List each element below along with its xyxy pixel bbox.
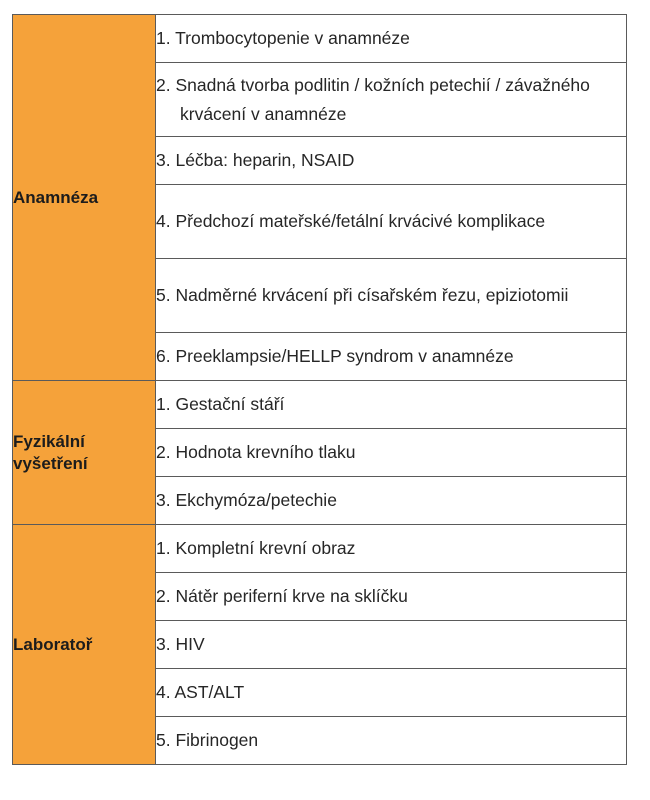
item-cell [156, 669, 627, 717]
category-cell-anamneza [13, 15, 156, 381]
item-cell [156, 333, 627, 381]
table-row [13, 15, 627, 63]
category-label: Laboratoř [13, 634, 93, 654]
item-text: 1. Gestační stáří [156, 394, 285, 414]
item-cell [156, 185, 627, 259]
item-text: 5. Nadměrné krvácení při císařském řezu, epiziotomii [156, 285, 569, 305]
item-text: 4. Předchozí mateřské/fetální krvácivé komplikace [156, 211, 546, 231]
table-row [13, 381, 627, 429]
item-text: 1. Trombocytopenie v anamnéze [156, 28, 410, 48]
item-cell [156, 381, 627, 429]
item-text: 1. Kompletní krevní obraz [156, 538, 356, 558]
item-cell [156, 259, 627, 333]
category-cell-fyzikalni-vysetreni [13, 381, 156, 525]
item-cell [156, 621, 627, 669]
category-label: Anamnéza [13, 187, 99, 207]
item-text: 2. Snadná tvorba podlitin / kožních petechií / závažného krvácení v anamnéze [156, 74, 590, 124]
item-text: 4. AST/ALT [156, 682, 245, 702]
item-text: 6. Preeklampsie/HELLP syndrom v anamnéze [156, 346, 514, 366]
item-cell [156, 477, 627, 525]
item-text: 2. Nátěr periferní krve na sklíčku [156, 586, 408, 606]
item-cell [156, 15, 627, 63]
item-text: 3. Léčba: heparin, NSAID [156, 150, 355, 170]
item-cell [156, 573, 627, 621]
item-text: 5. Fibrinogen [156, 730, 259, 750]
category-label: Fyzikální vyšetření [13, 431, 88, 473]
item-text: 3. Ekchymóza/petechie [156, 490, 337, 510]
item-text: 2. Hodnota krevního tlaku [156, 442, 356, 462]
item-cell [156, 717, 627, 765]
item-cell [156, 429, 627, 477]
item-cell [156, 137, 627, 185]
item-text: 3. HIV [156, 634, 205, 654]
table-row [13, 525, 627, 573]
diagnostic-table [12, 14, 627, 765]
item-cell [156, 63, 627, 137]
item-cell [156, 525, 627, 573]
category-cell-laborator [13, 525, 156, 765]
